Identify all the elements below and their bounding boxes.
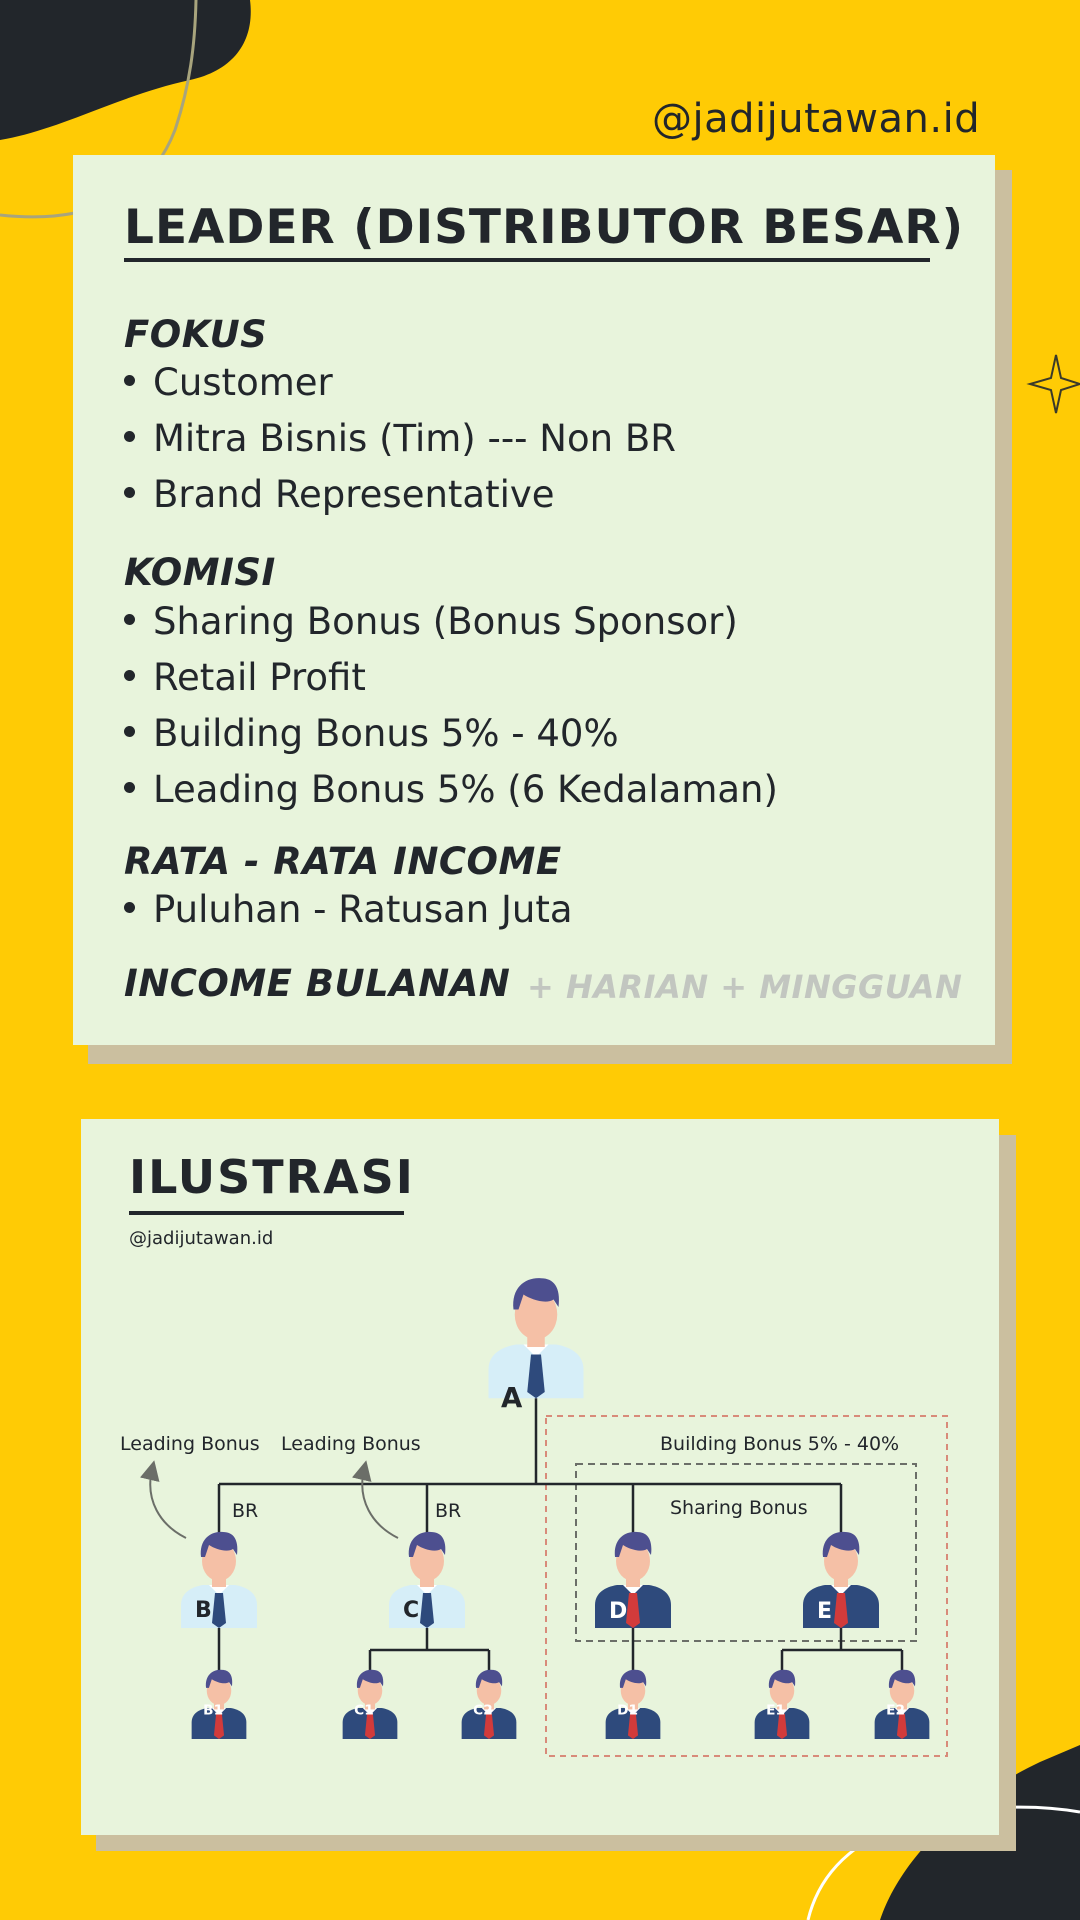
person-icon-a — [489, 1278, 584, 1414]
person-icon-e — [803, 1532, 879, 1628]
person-icon-d1 — [606, 1670, 661, 1739]
person-icon-e2 — [875, 1670, 930, 1739]
leading-bonus-label: Leading Bonus — [281, 1433, 421, 1455]
node-label: C1 — [354, 1702, 374, 1719]
br-label: BR — [435, 1500, 462, 1522]
leading-bonus-arrow-1 — [150, 1470, 186, 1538]
node-label: B1 — [203, 1702, 224, 1719]
section-heading-fokus: FOKUS — [124, 313, 268, 356]
person-icon-d — [595, 1532, 671, 1628]
account-handle: @jadijutawan.id — [652, 96, 981, 142]
illustration-handle: @jadijutawan.id — [129, 1228, 274, 1249]
illustration-title: ILUSTRASI — [129, 1150, 415, 1204]
list-item: Leading Bonus 5% (6 Kedalaman) — [124, 768, 778, 811]
list-item: Brand Representative — [124, 473, 555, 516]
node-label: C2 — [473, 1702, 493, 1719]
income-extra-label: + HARIAN + MINGGUAN — [527, 968, 963, 1006]
person-icon-c — [389, 1532, 465, 1628]
node-label: D1 — [617, 1702, 639, 1719]
node-label: D — [609, 1599, 628, 1624]
list-item: Puluhan - Ratusan Juta — [124, 888, 573, 931]
section-heading-income: RATA - RATA INCOME — [124, 840, 562, 883]
br-label: BR — [232, 1500, 259, 1522]
building-bonus-label: Building Bonus 5% - 40% — [660, 1433, 900, 1455]
list-item: Mitra Bisnis (Tim) --- Non BR — [124, 417, 676, 460]
person-icon-e1 — [755, 1670, 810, 1739]
leading-bonus-label: Leading Bonus — [120, 1433, 260, 1455]
node-label: E — [817, 1599, 833, 1624]
list-item: Retail Profit — [124, 656, 366, 699]
person-icon-c2 — [462, 1670, 517, 1739]
monthly-income-label: INCOME BULANAN — [124, 962, 511, 1005]
page-title: LEADER (DISTRIBUTOR BESAR) — [124, 200, 965, 255]
node-label: B — [195, 1598, 212, 1623]
person-icon-c1 — [343, 1670, 398, 1739]
node-label: A — [501, 1382, 523, 1414]
node-label: E1 — [766, 1702, 786, 1719]
node-label: E2 — [886, 1702, 906, 1719]
node-label: C — [403, 1598, 420, 1623]
person-icon-b — [181, 1532, 257, 1628]
list-item: Sharing Bonus (Bonus Sponsor) — [124, 600, 738, 643]
sharing-bonus-label: Sharing Bonus — [670, 1497, 808, 1519]
person-icon-b1 — [192, 1670, 247, 1739]
list-item: Building Bonus 5% - 40% — [124, 712, 619, 755]
leading-bonus-arrow-2 — [362, 1470, 398, 1538]
section-heading-komisi: KOMISI — [124, 551, 276, 594]
list-item: Customer — [124, 361, 333, 404]
